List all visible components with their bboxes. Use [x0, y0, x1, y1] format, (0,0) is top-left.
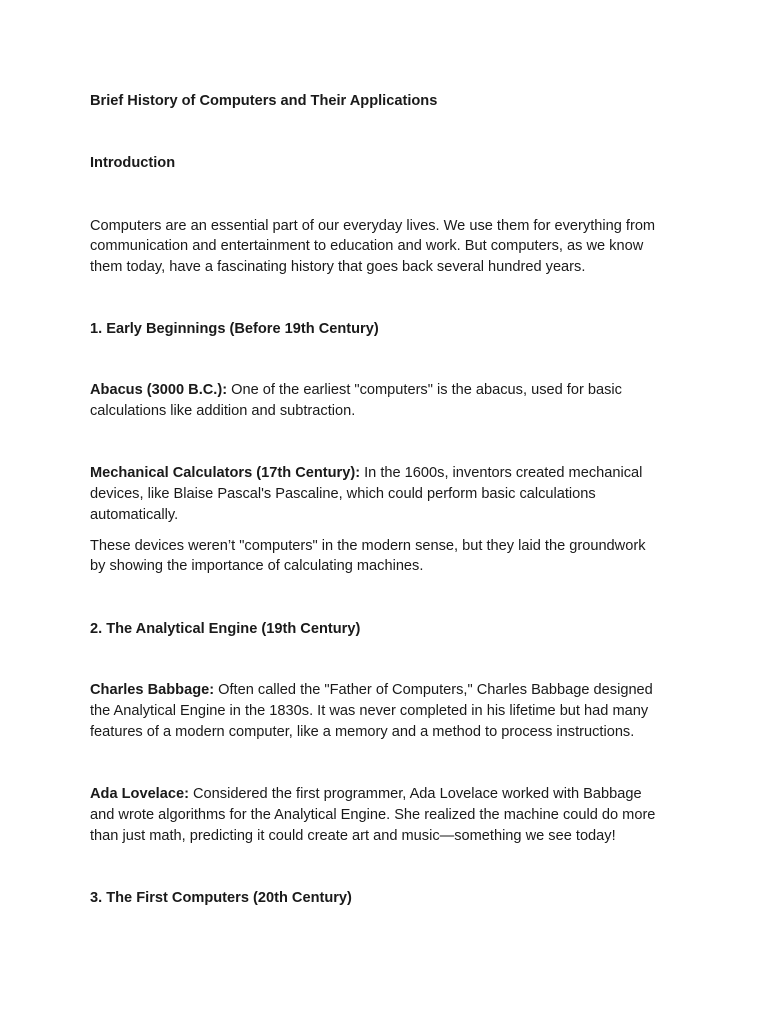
mechanical-term: Mechanical Calculators (17th Century): [90, 465, 361, 481]
section3-heading: 3. The First Computers (20th Century) [90, 890, 352, 906]
intro-line-1: Computers are an essential part of our everyday lives. We use them for everything from [90, 218, 656, 234]
lovelace-paragraph-line-2: and wrote algorithms for the Analytical Engine. She realized the machine could do more [90, 807, 656, 823]
devices-note-line-1: These devices weren’t "computers" in the modern sense, but they laid the groundwork [90, 538, 646, 554]
babbage-paragraph-line-3: features of a modern computer, like a memory and a method to process instructions. [90, 724, 635, 740]
lovelace-text: Considered the first programmer, Ada Lovelace worked with Babbage [188, 786, 642, 802]
mechanical-text: In the 1600s, inventors created mechanical [360, 465, 643, 481]
lovelace-paragraph-line-3: than just math, predicting it could create art and music—something we see today! [90, 828, 616, 844]
intro-line-2: communication and entertainment to education and work. But computers, as we know [90, 238, 644, 254]
babbage-text: Often called the "Father of Computers," Charles Babbage designed [214, 682, 653, 698]
abacus-term: Abacus (3000 B.C.): [90, 382, 228, 398]
mechanical-paragraph-line-2: devices, like Blaise Pascal's Pascaline, which could perform basic calculations [90, 486, 596, 502]
section2-heading: 2. The Analytical Engine (19th Century) [90, 621, 361, 637]
babbage-paragraph-line-2: the Analytical Engine in the 1830s. It was never completed in his lifetime but had many [90, 703, 649, 719]
mechanical-paragraph-line-3: automatically. [90, 507, 179, 523]
devices-note-line-2: by showing the importance of calculating machines. [90, 558, 424, 574]
intro-heading: Introduction [90, 155, 176, 171]
section1-heading: 1. Early Beginnings (Before 19th Century) [90, 321, 379, 337]
babbage-paragraph-line-1 [90, 680, 690, 701]
document-title: Brief History of Computers and Their Applications [90, 93, 438, 109]
lovelace-term: Ada Lovelace: [90, 786, 189, 802]
mechanical-paragraph-line-1 [90, 463, 690, 484]
intro-line-3: them today, have a fascinating history that goes back several hundred years. [90, 259, 586, 275]
abacus-text: One of the earliest "computers" is the abacus, used for basic [227, 382, 622, 398]
abacus-paragraph-line-2: calculations like addition and subtraction. [90, 403, 356, 419]
babbage-term: Charles Babbage: [90, 682, 215, 698]
abacus-paragraph-line-1 [90, 380, 690, 401]
lovelace-paragraph-line-1 [90, 784, 690, 805]
